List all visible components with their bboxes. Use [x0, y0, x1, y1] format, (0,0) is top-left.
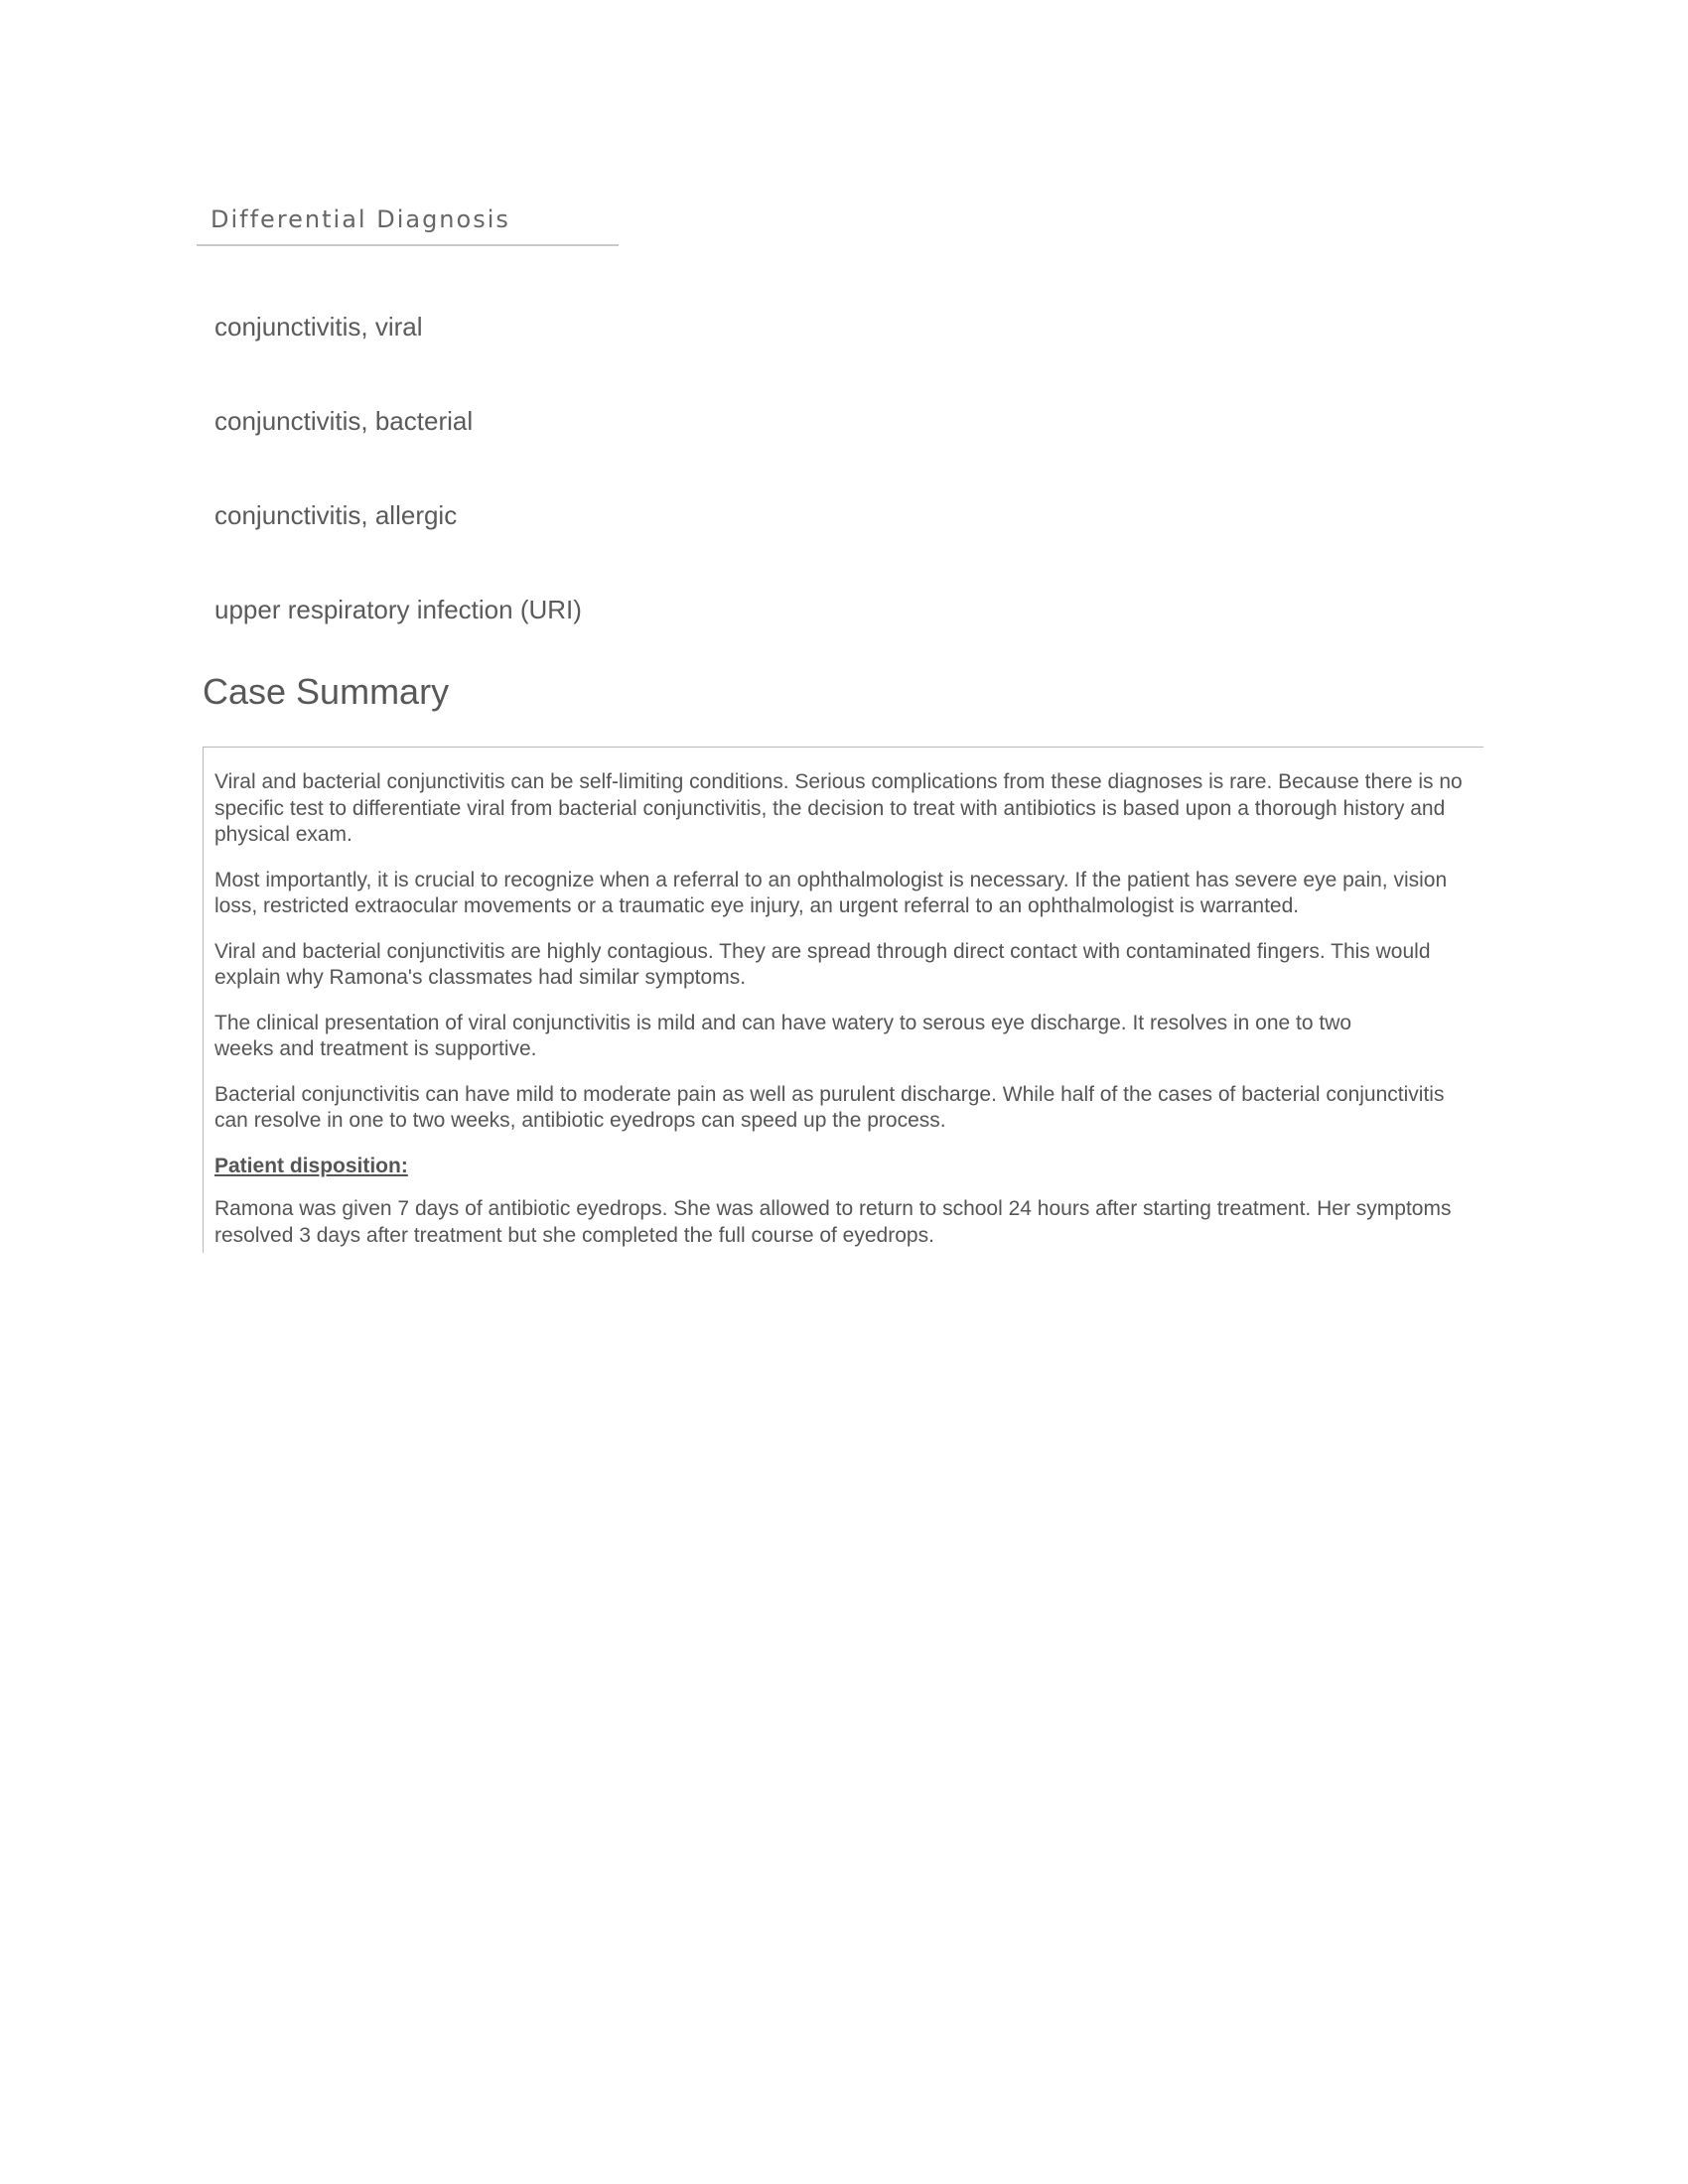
case-summary-paragraph: Viral and bacterial conjunctivitis can be self-limiting conditions. Serious complications from these diagnoses is rare. Because there is no specific test to differentiate viral from bacterial conjunctivitis, the decision to treat with antibiotics is based upon a thorough history and physical exam.: [214, 770, 1463, 846]
case-summary-title: Case Summary: [203, 671, 450, 712]
patient-disposition-text: Ramona was given 7 days of antibiotic eyedrops. She was allowed to return to school 24 hours after starting treatment. Her symptoms resolved 3 days after treatment but she completed the full course of eyedrops.: [214, 1197, 1452, 1247]
case-summary-box: [203, 747, 1483, 1253]
case-summary-paragraph: Viral and bacterial conjunctivitis are highly contagious. They are spread through direct contact with contaminated fingers. This would explain why Ramona's classmates had similar symptoms.: [214, 939, 1431, 989]
case-summary-paragraph: The clinical presentation of viral conjunctivitis is mild and can have watery to serous eye discharge. It resolves in one to two weeks and treatment is supportive.: [214, 1011, 1352, 1060]
case-summary-paragraph: Bacterial conjunctivitis can have mild to moderate pain as well as purulent discharge. While half of the cases of bacterial conjunctivitis can resolve in one to two weeks, antibiotic eyedrops can speed up the process.: [214, 1082, 1445, 1132]
case-summary-paragraph: Most importantly, it is crucial to recognize when a referral to an ophthalmologist is necessary. If the patient has severe eye pain, vision loss, restricted extraocular movements or a traumatic eye injury, an urgent referral to an ophthalmologist is warranted.: [214, 868, 1448, 917]
diagnosis-item-viral: conjunctivitis, viral: [214, 312, 423, 341]
differential-diagnosis-section: [197, 195, 619, 624]
diagnosis-item-uri: upper respiratory infection (URI): [214, 595, 582, 624]
differential-diagnosis-title: Differential Diagnosis: [197, 195, 619, 246]
diagnosis-item-allergic: conjunctivitis, allergic: [214, 500, 458, 530]
patient-disposition-label: [214, 1154, 1483, 1180]
patient-disposition-label-text: Patient disposition:: [214, 1154, 408, 1177]
diagnosis-item-bacterial: conjunctivitis, bacterial: [214, 406, 474, 436]
